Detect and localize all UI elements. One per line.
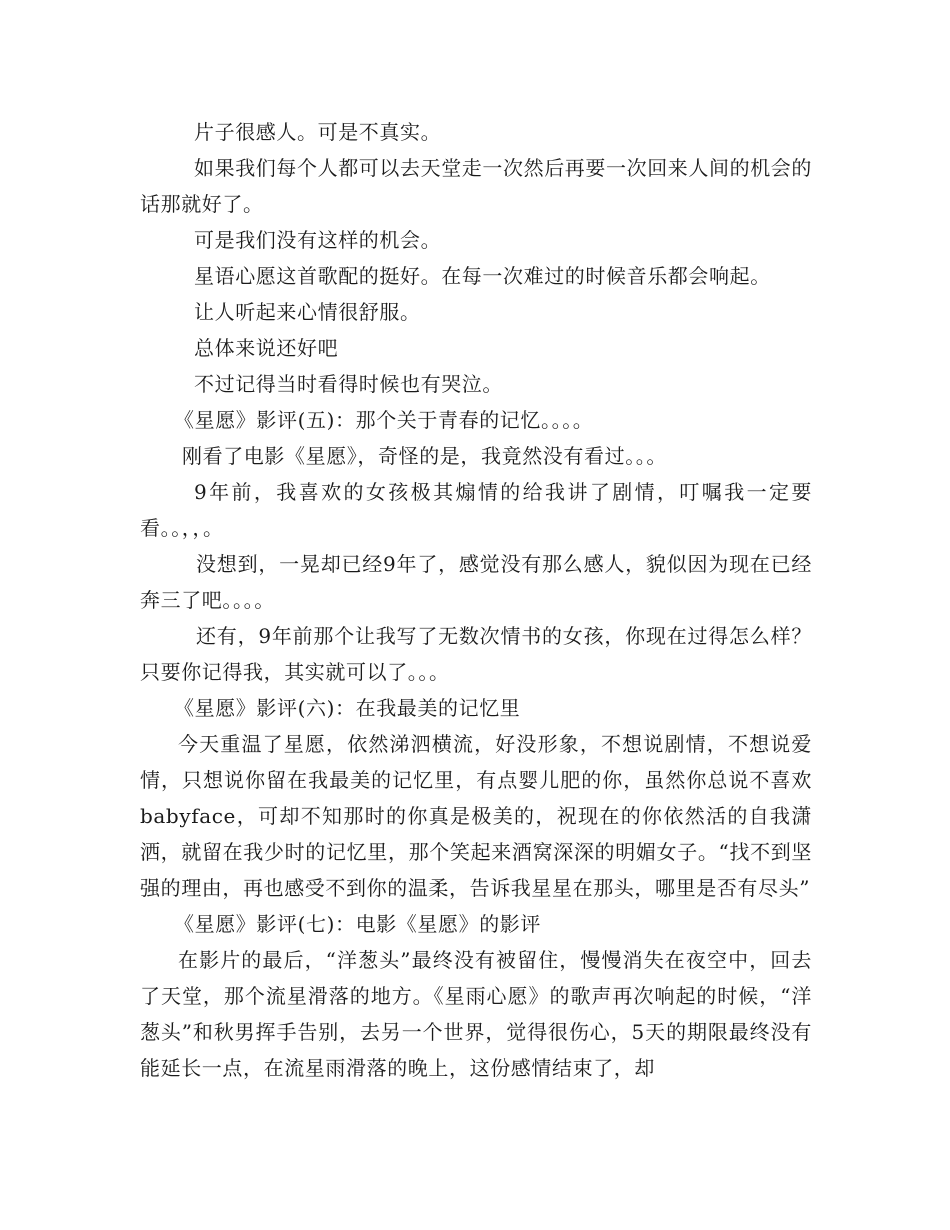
- paragraph-7: 不过记得当时看得时候也有哭泣。: [194, 372, 503, 396]
- paragraph-5: 让人听起来心情很舒服。: [194, 300, 421, 324]
- section-heading-7: 《星愿》影评(七)：电影《星愿》的影评: [174, 912, 542, 936]
- section-heading-5: 《星愿》影评(五)：那个关于青春的记忆。。。。: [174, 408, 594, 432]
- paragraph-9: 9年前，我喜欢的女孩极其煽情的给我讲了剧情，叮嘱我一定要看。。，，。: [140, 480, 812, 540]
- paragraph-6: 总体来说还好吧: [194, 336, 339, 360]
- paragraph-13: 在影片的最后，“洋葱头”最终没有被留住，慢慢消失在夜空中，回去了天堂，那个流星滑落的地方。《星雨心愿》的歌声再次响起的时候，“洋葱头”和秋男挥手告别，去另一个世界，觉得很伤心，5天的期限最终没有能延长一点，在流星雨滑落的晚上，这份感情结束了，却: [140, 948, 812, 1080]
- paragraph-12: 今天重温了星愿，依然涕泗横流，好没形象，不想说剧情，不想说爱情，只想说你留在我最美的记忆里，有点婴儿肥的你，虽然你总说不喜欢babyface，可却不知那时的你真是极美的，祝现在的你依然活的自我潇洒，就留在我少时的记忆里，那个笑起来酒窝深深的明媚女子。“找不到坚强的理由，再也感受不到你的温柔，告诉我星星在那头，哪里是否有尽头”: [140, 732, 812, 900]
- paragraph-1: 片子很感人。可是不真实。: [194, 120, 442, 144]
- document-body: [140, 114, 812, 1086]
- paragraph-2: 如果我们每个人都可以去天堂走一次然后再要一次回来人间的机会的话那就好了。: [140, 156, 812, 216]
- paragraph-11: 还有，9年前那个让我写了无数次情书的女孩，你现在过得怎么样？只要你记得我，其实就可以了。。。: [140, 624, 812, 684]
- paragraph-10: 没想到，一晃却已经9年了，感觉没有那么感人，貌似因为现在已经奔三了吧。。。。: [140, 552, 812, 612]
- paragraph-3: 可是我们没有这样的机会。: [194, 228, 442, 252]
- paragraph-4: 星语心愿这首歌配的挺好。在每一次难过的时候音乐都会响起。: [194, 264, 771, 288]
- section-heading-6: 《星愿》影评(六)：在我最美的记忆里: [174, 696, 521, 720]
- paragraph-8: 刚看了电影《星愿》，奇怪的是，我竟然没有看过。。。: [182, 444, 667, 468]
